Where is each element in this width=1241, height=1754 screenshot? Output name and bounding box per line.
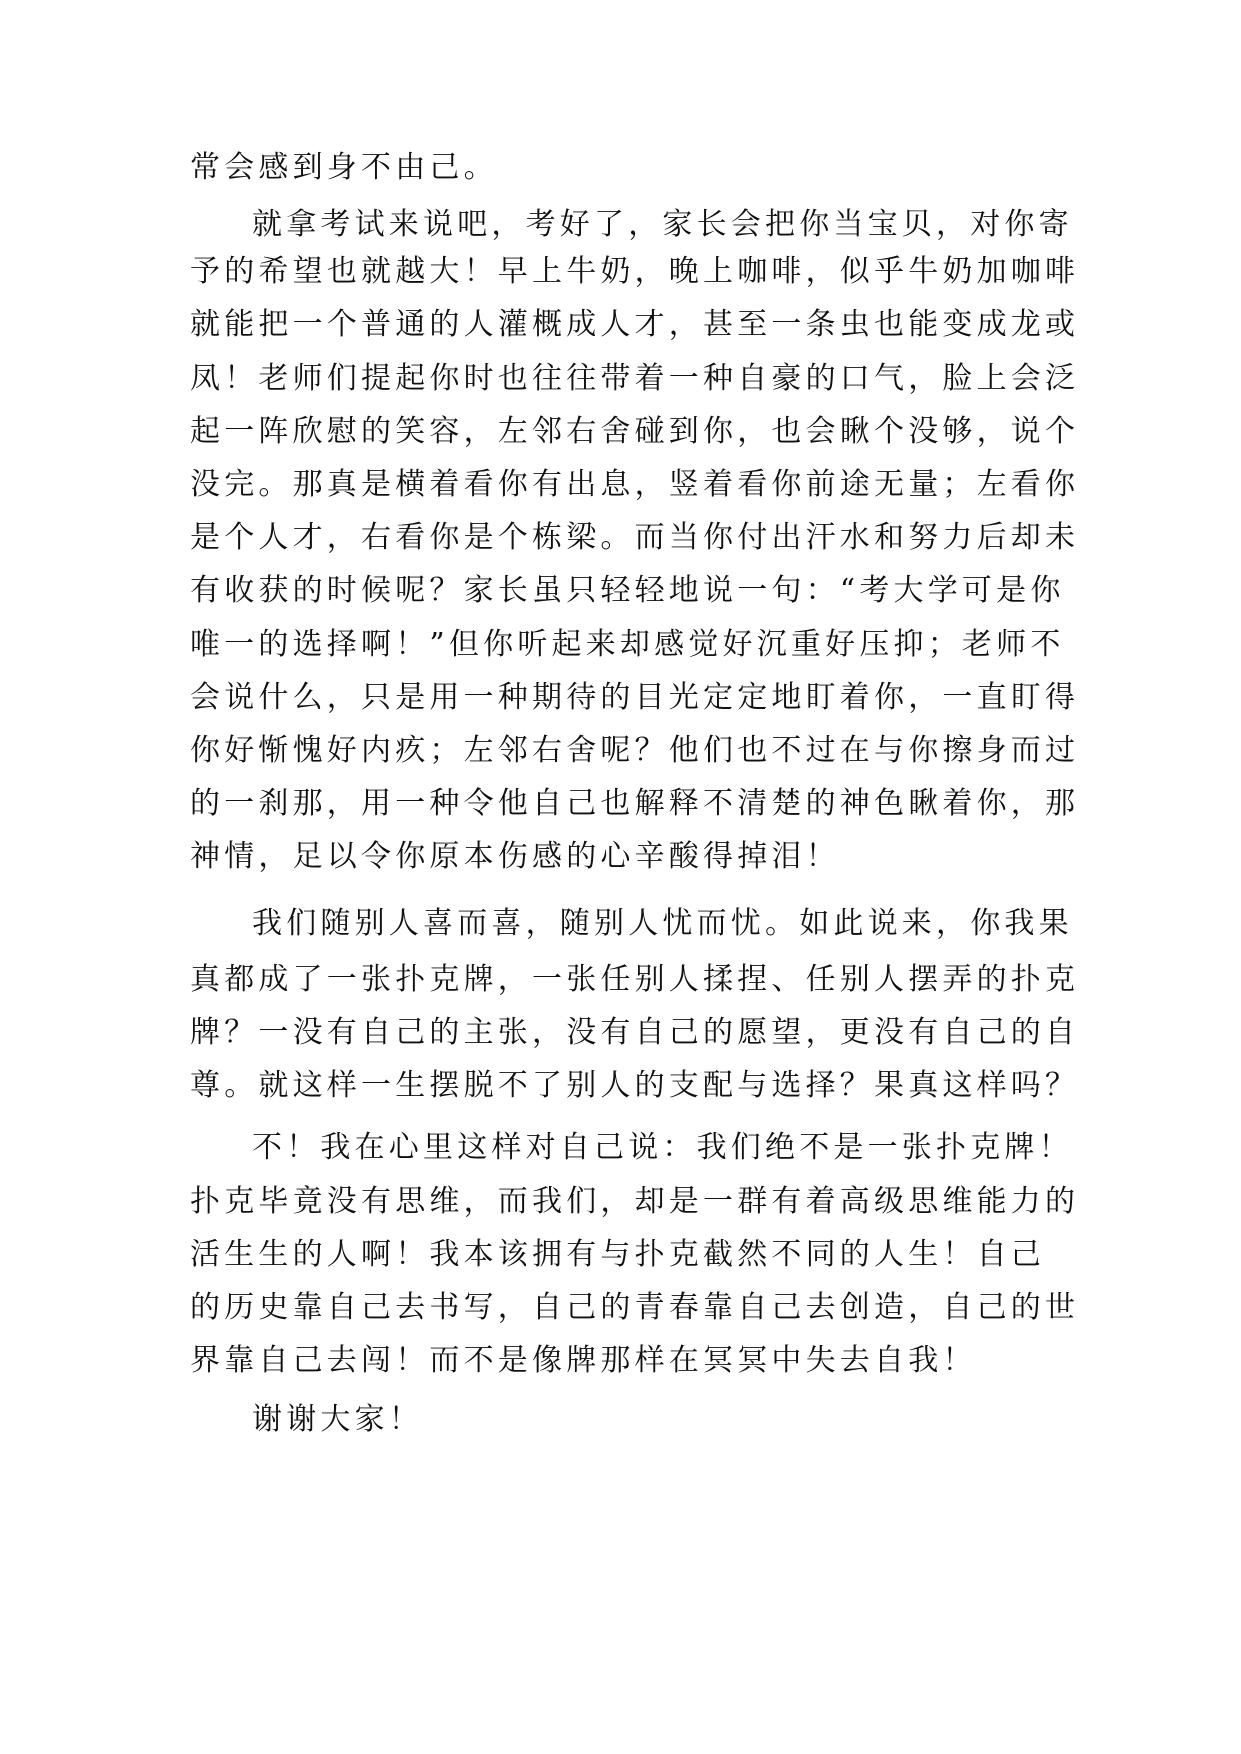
text-line: 的历史靠自己去书写，自己的青春靠自己去创造，自己的世 [190,1290,1080,1325]
paragraph-start-line: 谢谢大家！ [252,1402,423,1437]
text-line: 界靠自己去闯！而不是像牌那样在冥冥中失去自我！ [190,1343,977,1378]
text-line: 会说什么，只是用一种期待的目光定定地盯着你，一直盯得 [190,680,1080,715]
text-line: 你好惭愧好内疚；左邻右舍呢？他们也不过在与你擦身而过 [190,733,1080,768]
text-line: 是个人才，右看你是个栋梁。而当你付出汗水和努力后却未 [190,520,1080,555]
text-line: 牌？一没有自己的主张，没有自己的愿望，更没有自己的自 [190,1015,1080,1050]
text-line: 常会感到身不由己。 [190,150,498,185]
paragraph-start-line: 我们随别人喜而喜，随别人忧而忧。如此说来，你我果 [252,906,1073,941]
text-line: 予的希望也就越大！早上牛奶，晚上咖啡，似乎牛奶加咖啡 [190,254,1080,289]
text-line: 有收获的时候呢？家长虽只轻轻地说一句：“考大学可是你 [190,573,1065,608]
text-line: 起一阵欣慰的笑容，左邻右舍碰到你，也会瞅个没够，说个 [190,414,1080,449]
paragraph-start-line: 就拿考试来说吧，考好了，家长会把你当宝贝，对你寄 [252,207,1073,242]
text-line: 真都成了一张扑克牌，一张任别人揉捏、任别人摆弄的扑克 [190,962,1080,997]
text-line: 凤！老师们提起你时也往往带着一种自豪的口气，脸上会泛 [190,361,1080,396]
paragraph-start-line: 不！我在心里这样对自己说：我们绝不是一张扑克牌！ [252,1130,1073,1165]
text-line: 没完。那真是横着看你有出息，竖着看你前途无量；左看你 [190,467,1080,502]
text-line: 扑克毕竟没有思维，而我们，却是一群有着高级思维能力的 [190,1184,1080,1219]
text-line: 就能把一个普通的人灌概成人才，甚至一条虫也能变成龙或 [190,307,1080,342]
text-line: 的一刹那，用一种令他自己也解释不清楚的神色瞅着你，那 [190,786,1080,821]
text-line: 活生生的人啊！我本该拥有与扑克截然不同的人生！自己 [190,1237,1045,1272]
text-line: 唯一的选择啊！”但你听起来却感觉好沉重好压抑；老师不 [190,627,1065,662]
text-line: 神情，足以令你原本伤感的心辛酸得掉泪！ [190,839,840,874]
text-line: 尊。就这样一生摆脱不了别人的支配与选择？果真这样吗？ [190,1068,1080,1103]
